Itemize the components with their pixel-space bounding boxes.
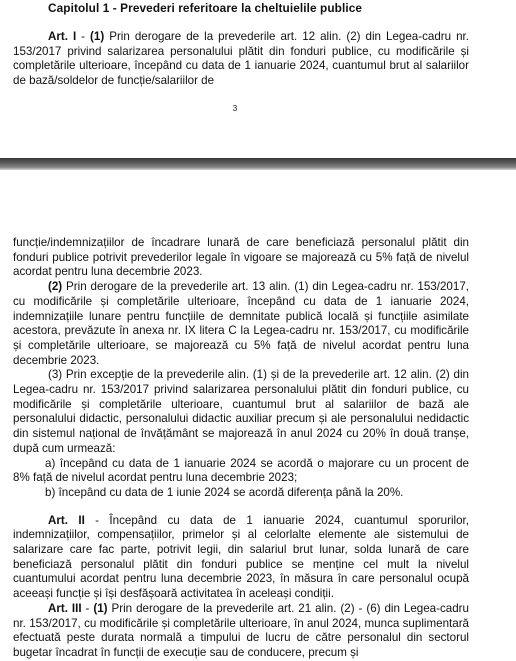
art1-text: Prin derogare de la prevederile art. 12 alin. (2) din Legea-cadru nr. 153/2017 privind salarizarea personalului plătit din fonduri publice, cu modificările și completările ulterioare, începând cu data de 1 ianuarie 2024, cuantumul brut al salariilor de bază/soldelor de funcție/salariilor de [13,30,469,88]
article-3-paragraph-1: Art. III - (1) Prin derogare de la prevederile art. 21 alin. (2) - (6) din Legea-cadru nr. 153/2017, cu modificările și completările ulterioare, în anul 2024, munca suplimentară efectuată peste durata normală a timpului de lucru de către personalul din sectorul bugetar încadrat în funcții de execuție sau de conducere, precum și [13,601,469,659]
article-2-paragraph [13,514,469,602]
art1-continuation: funcție/indemnizațiilor de încadrare lunară de care beneficiază personalul plătit din fonduri publice potrivit prevederilor legale în vigoare se majorează cu 5% față de nivelul acordat pentru luna decembrie 2023. [13,236,469,279]
art3-label: Art. III [48,601,82,615]
art1-paragraph-3: (3) Prin excepție de la prevederile alin. (1) și de la prevederile art. 12 alin. (2) din Legea-cadru nr. 153/2017 privind salarizarea personalului plătit din fonduri publice, cu modificările și completările ulterioare, cuantumul brut al salariilor de bază ale personalului didactic, personalului didactic auxiliar precum și ale personalului nedidactic din sistemul național de învățământ se majorează în anul 2024 cu 20% în două tranșe, după cum urmează: [13,368,469,455]
document-page-3 [0,0,516,158]
art1-p2-number: (2) [48,280,63,294]
art1-paragraph-1: Art. I - (1) Prin derogare de la prevederile art. 12 alin. (2) din Legea-cadru nr. 153/2017 privind salarizarea personalului plătit din fonduri publice, cu modificările și completările ulterioare, începând cu data de 1 ianuarie 2024, cuantumul brut al salariilor de bază/soldelor de funcție/salariilor de [13,30,469,88]
page-4-body [13,236,469,661]
article-1-start [13,30,469,89]
page-separator [0,158,516,170]
art1-label: Art. I [48,30,77,43]
art2-label: Art. II [48,513,85,527]
art2-text: - Începând cu data de 1 ianuarie 2024, cuantumul sporurilor, indemnizațiilor, compensațiilor, primelor și al celorlalte elemente ale sistemului de salarizare care fac parte, potrivit legii, din salariul brut lunar, solda lunară de care beneficiază personalul plătit din fonduri publice se menține cel mult la nivelul cuantumului acordat pentru luna decembrie 2023, în măsura în care personalul ocupă aceeași funcție și își desfășoară activitatea în aceleași condiții. [13,513,469,601]
page-number: 3 [232,104,238,113]
art1-p3-item-a: a) începând cu data de 1 ianuarie 2024 se acordă o majorare cu un procent de 8% față de nivelul acordat pentru luna decembrie 2023; [13,456,469,485]
chapter-heading: Capitolul 1 - Prevederi referitoare la cheltuielile publice [48,1,363,15]
art3-para-number: (1) [93,601,108,615]
art3-text: Prin derogare de la prevederile art. 21 alin. (2) - (6) din Legea-cadru nr. 153/2017, cu modificările și completările ulterioare, în anul 2024, munca suplimentară efectuată peste durata normală a timpului de lucru de către personalul din sectorul bugetar încadrat în funcții de execuție sau de conducere, precum și [13,601,469,659]
document-page-4 [0,170,516,659]
art1-para-number: (1) [90,30,105,43]
art1-paragraph-2 [13,280,469,368]
art1-p2-text: Prin derogare de la prevederile art. 13 alin. (1) din Legea-cadru nr. 153/2017, cu modificările și completările ulterioare, începând cu data de 1 ianuarie 2024, indemnizațiile lunare pentru funcțiile de demnitate publică locală și funcțiile asimilate acestora, prevăzute în anexa nr. IX litera C la Legea-cadru nr. 153/2017, cu modificările și completările ulterioare, se majorează cu 5% față de nivelul acordat pentru luna decembrie 2023. [13,280,469,367]
art1-p3-item-b: b) începând cu data de 1 iunie 2024 se acordă diferența până la 20%. [45,485,404,499]
